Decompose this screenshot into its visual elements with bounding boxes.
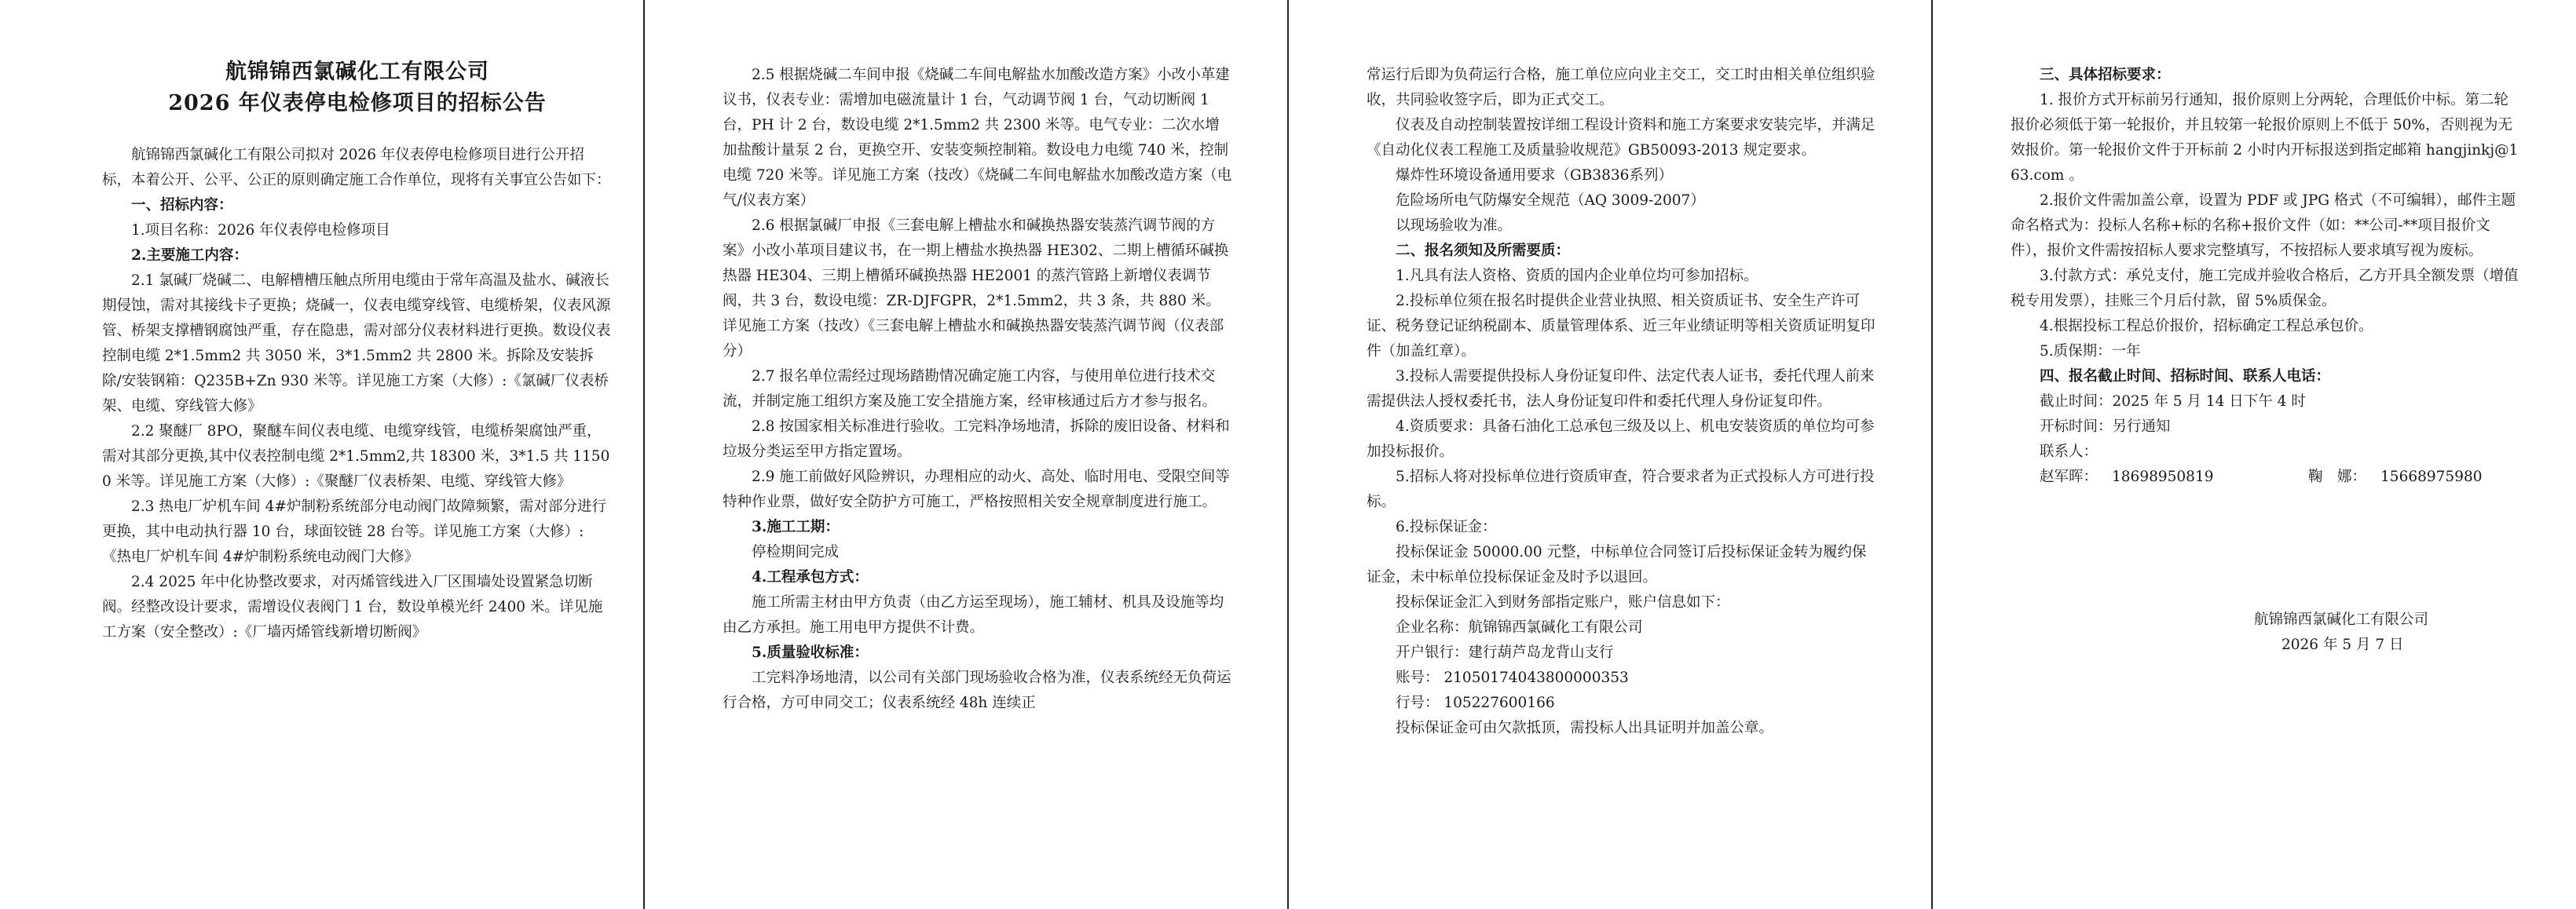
deposit-account-intro: 投标保证金汇入到财务部指定账户，账户信息如下： bbox=[1396, 594, 1730, 611]
item-2-7: 2.7 报名单位需经过现场踏勘情况确定施工内容，与使用单位进行技术交流，并制定施工组织方案及施工安全措施方案，经审核通过后方才参与报名。 bbox=[723, 368, 1217, 410]
requirement-2: 2.投标单位须在报名时提供企业营业执照、相关资质证书、安全生产许可证、税务登记证纳税副本、质量管理体系、近三年业绩证明等相关资质证明复印件（加盖红章）。 bbox=[1367, 293, 1875, 360]
item-2-3: 2.3 热电厂炉机车间 4#炉制粉系统部分电动阀门故障频繁，需对部分进行更换，其中电动执行器 10 台，球面铰链 28 台等。详见施工方案（大修）:《热电厂炉机车间 4#炉制粉系统电动阀门大修》 bbox=[102, 498, 606, 565]
schedule-text: 停检期间完成 bbox=[752, 544, 840, 560]
main-content-heading: 2.主要施工内容： bbox=[131, 247, 248, 264]
section-heading-3: 3.施工工期： bbox=[752, 519, 840, 535]
requirement-1: 1.凡具有法人资格、资质的国内企业单位均可参加招标。 bbox=[1396, 268, 1758, 284]
document-page-1 bbox=[102, 0, 613, 909]
requirement-4: 4.资质要求：具备石油化工总承包三级及以上、机电安装资质的单位均可参加投标报价。 bbox=[1367, 418, 1875, 460]
requirement-5: 5.招标人将对投标单位进行资质审查，符合要求者为正式投标人方可进行投标。 bbox=[1367, 469, 1875, 510]
deposit-amount: 投标保证金 50000.00 元整，中标单位合同签订后投标保证金转为履约保证金，未中标单位投标保证金及时予以退回。 bbox=[1367, 544, 1867, 586]
section-heading-4: 4.工程承包方式： bbox=[752, 569, 869, 586]
deposit-note: 投标保证金可由欠款抵顶，需投标人出具证明并加盖公章。 bbox=[1396, 720, 1774, 736]
acceptance-continued: 常运行后即为负荷运行合格，施工单位应向业主交工，交工时由相关单位组织验收，共同验收签字后，即为正式交工。 bbox=[1367, 67, 1875, 108]
contacts-label: 联系人： bbox=[2040, 444, 2098, 460]
page-divider-3 bbox=[1931, 0, 1933, 909]
requirement-6: 6.投标保证金： bbox=[1396, 519, 1497, 535]
standard-gb3836: 爆炸性环境设备通用要求（GB3836系列） bbox=[1396, 167, 1673, 184]
contact-row bbox=[2011, 465, 2521, 490]
section-heading-bid-requirements: 三、具体招标要求： bbox=[2040, 67, 2171, 83]
account-company-name: 企业名称：航锦锦西氯碱化工有限公司 bbox=[1396, 619, 1643, 636]
bid-requirement-1: 1. 报价方式开标前另行通知，报价原则上分两轮，合理低价中标。第二轮报价必须低于第一轮报价，并且较第一轮报价原则上不低于 50%，否则视为无效报价。第一轮报价文件于开标前 2 小时内开标报送到指定邮箱 hangjinkj@163.com 。 bbox=[2011, 92, 2519, 184]
bid-requirement-3: 3.付款方式：承兑支付，施工完成并验收合格后，乙方开具全额发票（增值税专用发票），挂账三个月后付款，留 5%质保金。 bbox=[2011, 268, 2519, 309]
item-2-1: 2.1 氯碱厂烧碱二、电解槽槽压触点所用电缆由于常年高温及盐水、碱液长期侵蚀，需对其接线卡子更换；烧碱一，仪表电缆穿线管、电缆桥架，仪表风源管、桥架支撑槽钢腐蚀严重，存在隐患，需对部分仪表材料进行更换。数设仪表控制电缆 2*1.5mm2 共 3050 米，3*1.5mm2 共 2800 米。拆除及安装拆除/安装钢箱：Q235B+Zn 930 米等。详见施工方案（大修）:《氯碱厂仪表桥架、电缆、穿线管大修》 bbox=[102, 272, 611, 414]
requirement-3: 3.投标人需要提供投标人身份证复印件、法定代表人证书，委托代理人前来需提供法人授权委托书，法人身份证复印件和委托代理人身份证复印件。 bbox=[1367, 368, 1875, 410]
deadline-text: 截止时间：2025 年 5 月 14 日下午 4 时 bbox=[2040, 393, 2306, 410]
item-2-8: 2.8 按国家相关标准进行验收。工完料净场地清，拆除的废旧设备、材料和垃圾分类运至甲方指定置场。 bbox=[723, 418, 1230, 460]
item-2-5: 2.5 根据烧碱二车间申报《烧碱二车间电解盐水加酸改造方案》小改小革建议书，仪表专业：需增加电磁流量计 1 台，气动调节阀 1 台，气动切断阀 1 台，PH 计 2 台，数设电缆 2*1.5mm2 共 2300 米等。电气专业：二次水增加盐酸计量泵 2 台，更换空开、安装变频控制箱。数设电力电缆 740 米，控制电缆 720 米等。详见施工方案（技改）《烧碱二车间电解盐水加酸改造方案（电气/仪表方案） bbox=[723, 67, 1232, 209]
section-heading-contacts: 四、报名截止时间、招标时间、联系人电话： bbox=[2040, 368, 2331, 385]
standard-text: 仪表及自动控制装置按详细工程设计资料和施工方案要求安装完毕，并满足《自动化仪表工程施工及质量验收规范》GB50093-2013 规定要求。 bbox=[1367, 117, 1875, 159]
section-heading-5: 5.质量验收标准： bbox=[752, 644, 869, 661]
item-2-4: 2.4 2025 年中化协整改要求，对丙烯管线进入厂区围墙处设置紧急切断阀。经整改设计要求，需增设仪表阀门 1 台，数设单模光纤 2400 米。详见施工方案（安全整改）:《厂墙丙烯管线新增切断阀》 bbox=[102, 574, 603, 641]
bid-requirement-5: 5.质保期：一年 bbox=[2040, 343, 2141, 360]
document-page-3 bbox=[1367, 0, 1877, 909]
page-divider-2 bbox=[1287, 0, 1289, 909]
bid-requirement-2: 2.报价文件需加盖公章，设置为 PDF 或 JPG 格式（不可编辑），邮件主题命名格式为：投标人名称+标的名称+报价文件（如：**公司-**项目报价文件），报价文件需按招标人要求完整填写，不按招标人要求填写视为废标。 bbox=[2011, 192, 2516, 259]
contact-2-name: 鞠 娜： bbox=[2308, 469, 2367, 485]
contact-2-phone: 15668975980 bbox=[2380, 469, 2483, 485]
signature-date: 2026 年 5 月 7 日 bbox=[2281, 637, 2404, 653]
document-title-company: 航锦锦西氯碱化工有限公司 bbox=[225, 60, 489, 84]
item-2-2: 2.2 聚醚厂 8PO，聚醚车间仪表电缆、电缆穿线管，电缆桥架腐蚀严重，需对其部分更换,其中仪表控制电缆 2*1.5mm2,共 18300 米，3*1.5 共 11500 米等。详见施工方案（大修）:《聚醚厂仪表桥架、电缆、穿线管大修》 bbox=[102, 423, 610, 490]
document-title: 2026 年仪表停电检修项目的招标公告 bbox=[168, 91, 547, 115]
signature-company: 航锦锦西氯碱化工有限公司 bbox=[2254, 611, 2429, 628]
contact-1-phone: 18698950819 bbox=[2112, 469, 2214, 485]
page-divider-1 bbox=[643, 0, 645, 909]
contract-text: 施工所需主材由甲方负责（由乙方运至现场），施工辅材、机具及设施等均由乙方承担。施工用电甲方提供不计费。 bbox=[723, 594, 1224, 636]
document-page-4 bbox=[2011, 0, 2521, 909]
document-page-2 bbox=[723, 0, 1233, 909]
standard-aq3009: 危险场所电气防爆安全规范（AQ 3009-2007） bbox=[1396, 192, 1705, 209]
item-2-9: 2.9 施工前做好风险辨识，办理相应的动火、高处、临时用电、受限空间等特种作业票，做好安全防护方可施工，严格按照相关安全规章制度进行施工。 bbox=[723, 469, 1230, 510]
project-name: 1.项目名称：2026 年仪表停电检修项目 bbox=[131, 222, 390, 239]
account-number: 账号： 21050174043800000353 bbox=[1396, 670, 1629, 686]
standard-field-acceptance: 以现场验收为准。 bbox=[1396, 217, 1513, 234]
contact-1-name: 赵军晖： bbox=[2040, 469, 2098, 485]
intro-paragraph: 航锦锦西氯碱化工有限公司拟对 2026 年仪表停电检修项目进行公开招标，本着公开、公平、公正的原则确定施工合作单位，现将有关事宜公告如下： bbox=[102, 147, 611, 188]
opening-time-text: 开标时间：另行通知 bbox=[2040, 418, 2171, 435]
section-heading-1: 一、招标内容： bbox=[131, 197, 233, 214]
bid-requirement-4: 4.根据投标工程总价报价，招标确定工程总承包价。 bbox=[2040, 318, 2373, 334]
acceptance-text: 工完料净场地清，以公司有关部门现场验收合格为准，仪表系统经无负荷运行合格，方可申同交工；仪表系统经 48h 连续正 bbox=[723, 670, 1231, 711]
section-heading-registration: 二、报名须知及所需要质： bbox=[1396, 243, 1571, 259]
account-bank-code: 行号： 105227600166 bbox=[1396, 695, 1555, 711]
item-2-6: 2.6 根据氯碱厂申报《三套电解上槽盐水和碱换热器安装蒸汽调节阀的方案》小改小革项目建议书，在一期上槽盐水换热器 HE302、二期上槽循环碱换热器 HE304、三期上槽循环碱换热器 HE2001 的蒸汽管路上新增仪表调节阀，共 3 台，数设电缆：ZR-DJFGPR，2*1.5mm2，共 3 条，共 880 米。详见施工方案（技改）《三套电解上槽盐水和碱换热器安装蒸汽调节阀（仪表部分） bbox=[723, 217, 1229, 360]
account-bank: 开户银行：建行葫芦岛龙背山支行 bbox=[1396, 644, 1614, 661]
